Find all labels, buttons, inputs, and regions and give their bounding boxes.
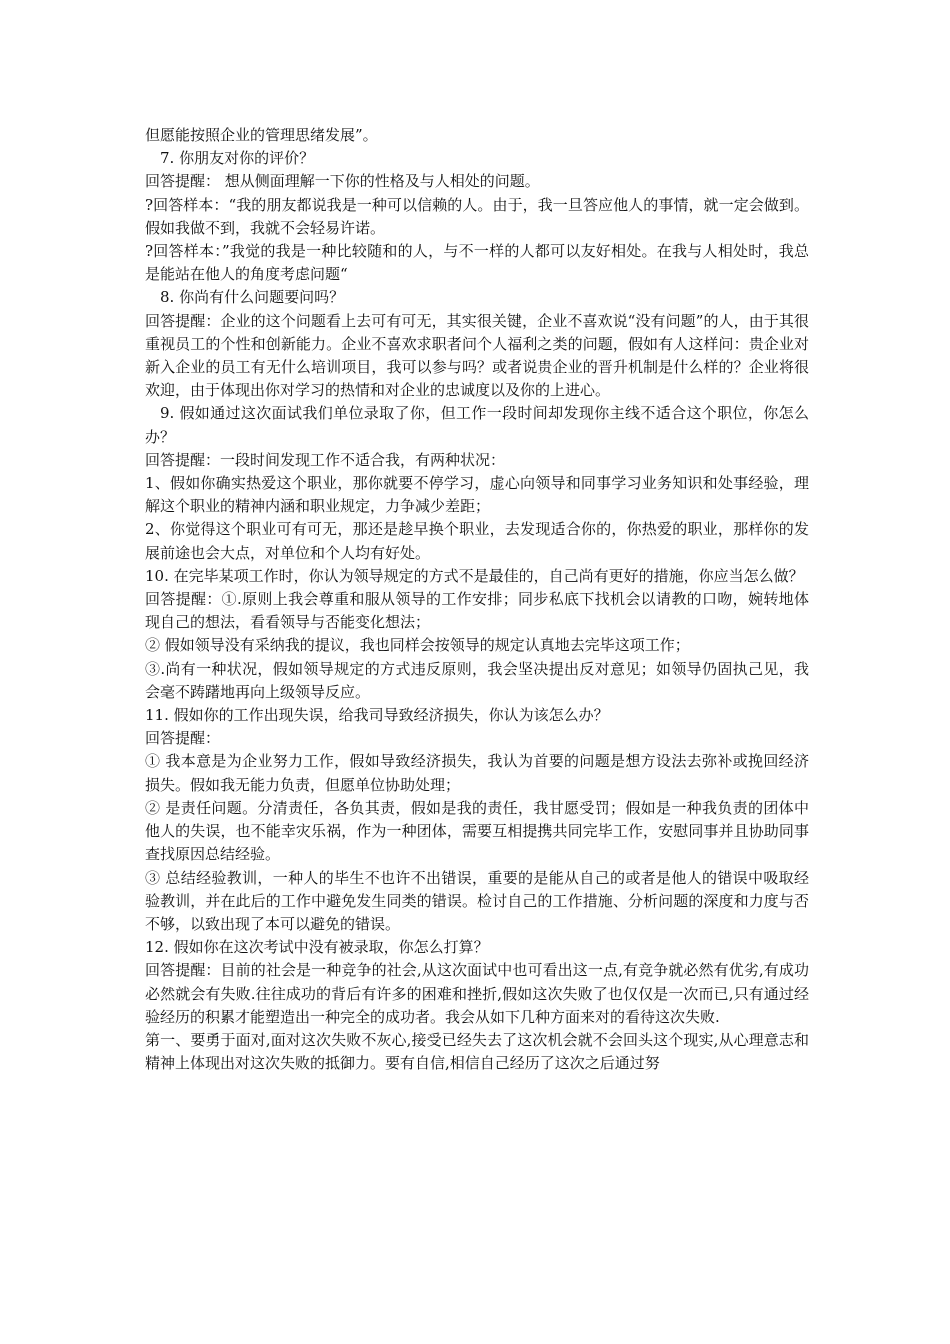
paragraph: 9. 假如通过这次面试我们单位录取了你，但工作一段时间却发现你主线不适合这个职位，你怎么办？ bbox=[145, 404, 809, 446]
paragraph: 8. 你尚有什么问题要问吗？ bbox=[160, 288, 345, 307]
paragraph: ?回答样本：”我觉的我是一种比较随和的人，与不一样的人都可以友好相处。在我与人相处时，我总是能站在他人的角度考虑问题“ bbox=[145, 242, 809, 284]
paragraph: 回答提醒：企业的这个问题看上去可有可无，其实很关键，企业不喜欢说“没有问题”的人，由于其很重视员工的个性和创新能力。企业不喜欢求职者问个人福利之类的问题，假如有人这样问：贵企业对新入企业的员工有无什么培训项目，我可以参与吗？或者说贵企业的晋升机制是什么样的？企业将很欢迎，由于体现出你对学习的热情和对企业的忠诚度以及你的上进心。 bbox=[145, 311, 809, 400]
paragraph: ?回答样本：“我的朋友都说我是一种可以信赖的人。由于，我一旦答应他人的事情，就一定会做到。假如我做不到，我就不会轻易许诺。 bbox=[145, 195, 809, 237]
paragraph: 回答提醒：①.原则上我会尊重和服从领导的工作安排；同步私底下找机会以请教的口吻，婉转地体现自己的想法，看看领导与否能变化想法； bbox=[145, 590, 809, 632]
document-page bbox=[145, 124, 809, 1075]
paragraph: ② 假如领导没有采纳我的提议，我也同样会按领导的规定认真地去完毕这项工作； bbox=[145, 636, 690, 655]
paragraph: 12. 假如你在这次考试中没有被录取，你怎么打算？ bbox=[145, 938, 489, 957]
paragraph: 2、你觉得这个职业可有可无，那还是趁早换个职业，去发现适合你的，你热爱的职业，那样你的发展前途也会大点，对单位和个人均有好处。 bbox=[145, 520, 809, 562]
paragraph: 10. 在完毕某项工作时，你认为领导规定的方式不是最佳的，自己尚有更好的措施，你应当怎么做？ bbox=[145, 566, 804, 585]
paragraph: 11. 假如你的工作出现失误，给我司导致经济损失，你认为该怎么办？ bbox=[145, 706, 609, 725]
paragraph: ① 我本意是为企业努力工作，假如导致经济损失，我认为首要的问题是想方设法去弥补或挽回经济损失。假如我无能力负责，但愿单位协助处理； bbox=[145, 752, 809, 794]
paragraph: 回答提醒：一段时间发现工作不适合我，有两种状况： bbox=[145, 450, 506, 469]
paragraph: 回答提醒： 想从侧面理解一下你的性格及与人相处的问题。 bbox=[145, 172, 540, 191]
paragraph: 回答提醒： bbox=[145, 729, 221, 748]
paragraph: 回答提醒：目前的社会是一种竞争的社会,从这次面试中也可看出这一点,有竞争就必然有优劣,有成功必然就会有失败.往往成功的背后有许多的困难和挫折,假如这次失败了也仅仅是一次而已,只有通过经验经历的积累才能塑造出一种完全的成功者。我会从如下几种方面来对的看待这次失败. bbox=[145, 961, 809, 1026]
paragraph: ③.尚有一种状况，假如领导规定的方式违反原则，我会坚决提出反对意见；如领导仍固执己见，我会毫不踌躇地再向上级领导反应。 bbox=[145, 659, 809, 701]
paragraph: 1、假如你确实热爱这个职业，那你就要不停学习，虚心向领导和同事学习业务知识和处事经验，理解这个职业的精神内涵和职业规定，力争减少差距； bbox=[145, 474, 809, 516]
paragraph: ③ 总结经验教训，一种人的毕生不也许不出错误，重要的是能从自己的或者是他人的错误中吸取经验教训，并在此后的工作中避免发生同类的错误。检讨自己的工作措施、分析问题的深度和力度与否不够，以致出现了本可以避免的错误。 bbox=[145, 868, 809, 933]
paragraph: 但愿能按照企业的管理思绪发展”。 bbox=[145, 126, 378, 144]
paragraph: 第一、要勇于面对,面对这次失败不灰心,接受已经失去了这次机会就不会回头这个现实,从心理意志和精神上体现出对这次失败的抵御力。要有自信,相信自己经历了这次之后通过努 bbox=[145, 1030, 809, 1073]
paragraph: ② 是责任问题。分清责任，各负其责，假如是我的责任，我甘愿受罚；假如是一种我负责的团体中他人的失误，也不能幸灾乐祸，作为一种团体，需要互相提携共同完毕工作，安慰同事并且协助同事查找原因总结经验。 bbox=[145, 798, 809, 864]
paragraph: 7. 你朋友对你的评价？ bbox=[160, 149, 315, 168]
